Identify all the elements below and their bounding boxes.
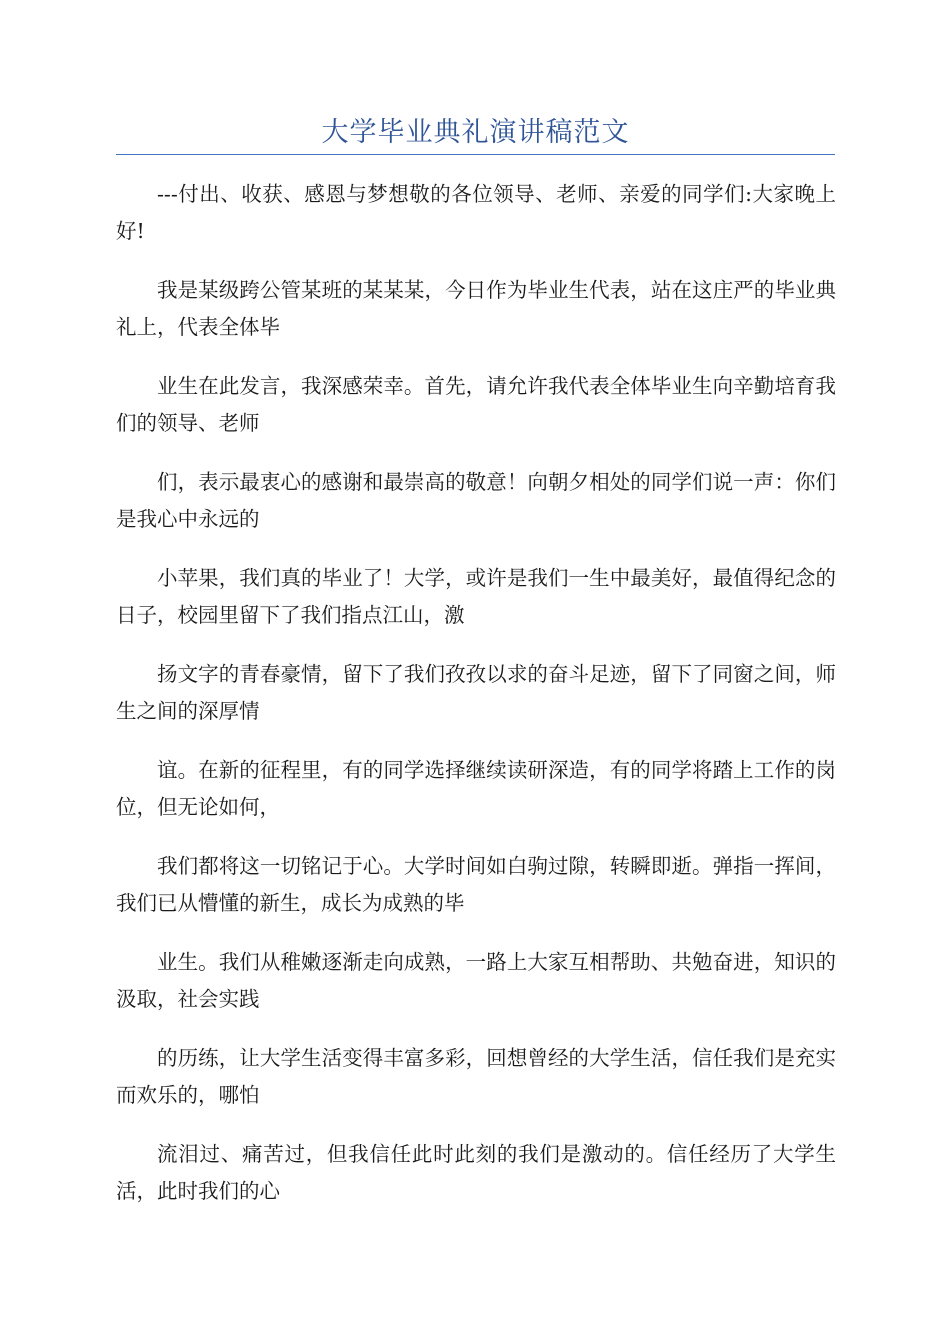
paragraph-11: 流泪过、痛苦过，但我信任此时此刻的我们是激动的。信任经历了大学生活，此时我们的心 [116, 1142, 836, 1203]
paragraph-3: 业生在此发言，我深感荣幸。首先，请允许我代表全体毕业生向辛勤培育我们的领导、老师 [116, 374, 836, 435]
paragraph-4: 们，表示最衷心的感谢和最崇高的敬意！向朝夕相处的同学们说一声：你们是我心中永远的 [116, 470, 836, 531]
paragraph-10: 的历练，让大学生活变得丰富多彩，回想曾经的大学生活，信任我们是充实而欢乐的，哪怕 [116, 1046, 836, 1107]
document-title: 大学毕业典礼演讲稿范文 [321, 117, 630, 148]
paragraph-1: ---付出、收获、感恩与梦想敬的各位领导、老师、亲爱的同学们:大家晚上好! [116, 182, 836, 243]
title-underline [116, 154, 835, 155]
document-body [116, 176, 836, 1232]
paragraph-6: 扬文字的青春豪情，留下了我们孜孜以求的奋斗足迹，留下了同窗之间，师生之间的深厚情 [116, 662, 836, 723]
paragraph-9: 业生。我们从稚嫩逐渐走向成熟，一路上大家互相帮助、共勉奋进，知识的汲取，社会实践 [116, 950, 836, 1011]
paragraph-8: 我们都将这一切铭记于心。大学时间如白驹过隙，转瞬即逝。弹指一挥间，我们已从懵懂的新生，成长为成熟的毕 [116, 854, 836, 915]
paragraph-2: 我是某级跨公管某班的某某某，今日作为毕业生代表，站在这庄严的毕业典礼上，代表全体毕 [116, 278, 836, 339]
paragraph-7: 谊。在新的征程里，有的同学选择继续读研深造，有的同学将踏上工作的岗位，但无论如何， [116, 758, 836, 819]
paragraph-5: 小苹果，我们真的毕业了！大学，或许是我们一生中最美好，最值得纪念的日子，校园里留下了我们指点江山，激 [116, 566, 836, 627]
